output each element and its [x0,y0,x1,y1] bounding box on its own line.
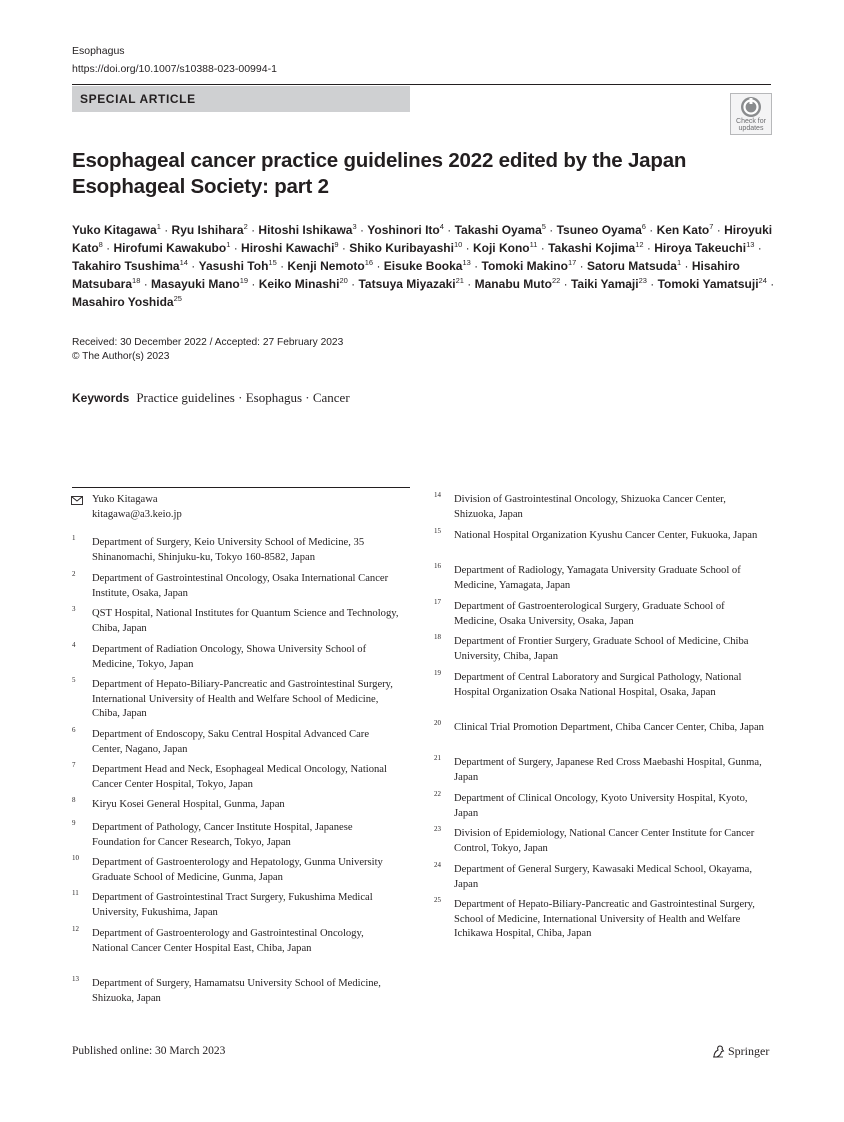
author-separator: · [248,277,259,291]
author-affiliation-number: 5 [541,222,546,231]
author[interactable] [482,259,577,273]
affiliation-text: Department of Surgery, Hamamatsu University School of Medicine, Shizuoka, Japan [92,978,381,1004]
author-affiliation-number: 22 [551,276,561,285]
author-separator: · [160,223,172,237]
author-name: Ken Kato [656,223,710,237]
author[interactable] [548,241,643,255]
affiliation-text: Department of Gastroenterology and Gastrointestinal Oncology, National Cancer Center Hospital East, Chiba, Japan [92,928,364,954]
author[interactable] [258,223,356,237]
affiliation-text: Department of Radiation Oncology, Showa University School of Medicine, Tokyo, Japan [92,644,367,670]
author-name: Takashi Kojima [548,241,636,255]
author-separator: · [356,223,368,237]
affiliation-text: QST Hospital, National Institutes for Quantum Science and Technology, Chiba, Japan [92,608,399,634]
affiliation-16 [434,562,764,593]
author-separator: · [754,241,762,255]
affiliation-text: Department of Hepato-Biliary-Pancreatic and Gastrointestinal Surgery, School of Medicine, International University of Health and Welfare Ichikawa Hospital, Chiba, Japan [454,899,755,940]
affiliation-text: Kiryu Kosei General Hospital, Gunma, Japan [92,799,285,810]
author-name: Tomoki Makino [481,259,568,273]
author-affiliation-number: 1 [676,258,682,267]
affiliation-number: 7 [72,761,76,769]
affiliation-14 [434,491,764,522]
author-affiliation-number: 11 [529,240,538,249]
affiliation-number: 8 [72,796,76,804]
author-name: Shiko Kuribayashi [349,241,454,255]
author-separator: · [373,259,384,273]
author-name: Kenji Nemoto [287,259,365,273]
author-name: Yuko Kitagawa [72,223,157,237]
affiliation-number: 19 [434,669,441,677]
author-name: Tsuneo Oyama [556,223,642,237]
author[interactable] [72,295,182,309]
affiliation-text: Department of Gastrointestinal Tract Surgery, Fukushima Medical University, Fukushima, Japan [92,892,373,918]
author-affiliation-number: 14 [179,258,188,267]
affiliation-24 [434,861,764,892]
author-affiliation-number: 1 [226,240,231,249]
affiliation-6 [72,726,402,757]
affiliation-20 [434,719,764,736]
publisher-name: Springer [728,1044,770,1058]
affiliation-number: 17 [434,598,441,606]
author-affiliation-number: 16 [364,258,374,267]
affiliation-number: 4 [72,641,76,649]
author-name: Satoru Matsuda [586,259,677,273]
affiliation-text: Department of Pathology, Cancer Institute Hospital, Japanese Foundation for Cancer Research, Tokyo, Japan [92,822,353,848]
envelope-icon [71,496,83,505]
author-separator: · [247,223,259,237]
author-affiliation-number: 13 [462,258,471,267]
author[interactable] [172,223,248,237]
author-affiliation-number: 7 [709,222,714,231]
author-name: Takahiro Tsushima [72,259,180,273]
doi-link[interactable]: https://doi.org/10.1007/s10388-023-00994-1 [72,63,277,75]
affiliation-number: 18 [434,633,441,641]
author-name: Yoshinori Ito [367,223,440,237]
author-separator: · [766,277,775,291]
affiliation-23 [434,825,764,856]
author-affiliation-number: 25 [173,294,182,303]
author-separator: · [470,259,482,273]
author-affiliation-number: 4 [439,222,444,231]
author-affiliation-number: 6 [641,222,646,231]
affiliation-number: 23 [434,825,441,833]
affiliation-7 [72,761,402,792]
correspondence-name: Yuko Kitagawa [92,494,158,505]
author-separator: · [646,277,658,291]
author-affiliation-number: 15 [268,258,277,267]
author-name: Hirofumi Kawakubo [113,241,227,255]
author-separator: · [645,223,657,237]
author-separator: · [347,277,359,291]
affiliation-number: 2 [72,570,76,578]
affiliation-number: 14 [434,491,441,499]
author[interactable] [475,277,561,291]
affiliation-text: Department of Hepato-Biliary-Pancreatic and Gastrointestinal Surgery, International University of Health and Welfare School of Medicine, Chiba, Japan [92,679,393,720]
author[interactable] [199,259,277,273]
affiliation-17 [434,598,764,629]
author[interactable] [72,259,188,273]
author-separator: · [230,241,242,255]
author-name: Taiki Yamaji [570,277,639,291]
author-name: Koji Kono [472,241,530,255]
author-name: Hiroshi Kawachi [241,241,335,255]
affiliation-2 [72,570,402,601]
affiliation-text: Department of Surgery, Japanese Red Cross Maebashi Hospital, Gunma, Japan [454,757,762,783]
author-affiliation-number: 19 [239,276,249,285]
author[interactable] [367,223,444,237]
affiliation-number: 22 [434,790,441,798]
author-name: Tomoki Yamatsuji [657,277,759,291]
affiliation-15 [434,527,764,544]
affiliation-number: 5 [72,676,76,684]
author-separator: · [560,277,571,291]
keywords-text: Practice guidelines · Esophagus · Cancer [136,390,350,405]
affiliation-text: Department Head and Neck, Esophageal Medical Oncology, National Cancer Center Hospital, Tokyo, Japan [92,764,387,790]
affiliation-text: Department of Endoscopy, Saku Central Hospital Advanced Care Center, Nagano, Japan [92,729,370,755]
springer-logo[interactable] [711,1044,769,1059]
affiliation-22 [434,790,764,821]
author-affiliation-number: 21 [455,276,464,285]
author[interactable] [349,241,462,255]
affiliation-number: 15 [434,527,441,535]
author-name: Masahiro Yoshida [72,295,174,309]
author-affiliation-number: 1 [156,222,161,231]
affiliation-text: Department of Central Laboratory and Surgical Pathology, National Hospital Organization Osaka National Hospital, Osaka, Japan [454,672,742,698]
affiliation-13 [72,975,402,1006]
author-separator: · [102,241,114,255]
author-list [72,221,777,311]
author-affiliation-number: 10 [453,240,463,249]
affiliation-number: 3 [72,605,76,613]
affiliation-number: 6 [72,726,76,734]
received-accepted-dates: Received: 30 December 2022 / Accepted: 27 February 2023 [72,337,344,348]
author-separator: · [140,277,152,291]
author-affiliation-number: 12 [635,240,644,249]
article-dates [72,336,343,364]
affiliation-number: 21 [434,754,441,762]
affiliation-4 [72,641,402,672]
author-affiliation-number: 8 [98,240,103,249]
affiliation-5 [72,676,402,722]
footnote-rule [72,487,410,488]
affiliation-1 [72,534,402,565]
author[interactable] [287,259,373,273]
springer-horse-icon [711,1045,725,1058]
affiliation-number: 11 [72,889,79,897]
author-affiliation-number: 23 [638,276,647,285]
author-separator: · [681,259,692,273]
author-name: Takashi Oyama [454,223,542,237]
author-name: Hiroya Takeuchi [654,241,747,255]
author-name: Tatsuya Miyazaki [358,277,456,291]
affiliation-number: 16 [434,562,441,570]
author[interactable] [557,223,646,237]
author-name: Keiko Minashi [258,277,340,291]
author[interactable] [473,241,537,255]
author[interactable] [358,277,464,291]
affiliation-9 [72,819,402,850]
affiliation-text: Department of Gastroenterology and Hepatology, Gunma University Graduate School of Medicine, Gunma, Japan [92,857,383,883]
author-name: Manabu Muto [474,277,552,291]
author-name: Hisahiro Matsubara [72,259,740,291]
affiliation-19 [434,669,764,700]
article-title: Esophageal cancer practice guidelines 2022 edited by the Japan Esophageal Society: part 2 [72,149,687,198]
affiliation-10 [72,854,402,885]
author-name: Masayuki Mano [151,277,240,291]
author-separator: · [643,241,655,255]
affiliation-number: 1 [72,534,76,542]
check-updates-icon [740,96,762,118]
author-affiliation-number: 9 [334,240,339,249]
author-name: Ryu Ishihara [171,223,244,237]
affiliation-text: Division of Epidemiology, National Cancer Center Institute for Cancer Control, Tokyo, Japan [454,828,755,854]
affiliation-11 [72,889,402,920]
author-separator: · [276,259,288,273]
author-separator: · [463,277,475,291]
article-type-banner: SPECIAL ARTICLE [72,86,410,112]
affiliation-text: Department of General Surgery, Kawasaki Medical School, Okayama, Japan [454,864,752,890]
author-affiliation-number: 24 [758,276,767,285]
affiliation-21 [434,754,764,785]
author-separator: · [462,241,473,255]
author-separator: · [576,259,587,273]
affiliation-18 [434,633,764,664]
affiliation-number: 12 [72,925,79,933]
author[interactable] [571,277,647,291]
affiliation-number: 24 [434,861,441,869]
author-affiliation-number: 3 [352,222,357,231]
author[interactable] [151,277,248,291]
copyright-line: © The Author(s) 2023 [72,351,170,362]
affiliation-8 [72,796,402,813]
author[interactable] [114,241,231,255]
affiliation-text: National Hospital Organization Kyushu Cancer Center, Fukuoka, Japan [454,530,758,541]
affiliation-text: Department of Frontier Surgery, Graduate School of Medicine, Chiba University, Chiba, Japan [454,636,749,662]
affiliation-number: 10 [72,854,79,862]
author-name: Yasushi Toh [198,259,269,273]
author-separator: · [187,259,199,273]
author[interactable] [72,223,161,237]
author[interactable] [654,241,754,255]
affiliation-text: Department of Clinical Oncology, Kyoto University Hospital, Kyoto, Japan [454,793,748,819]
affiliation-number: 25 [434,896,441,904]
author-separator: · [443,223,455,237]
author-separator: · [537,241,549,255]
author[interactable] [241,241,339,255]
check-updates-label-1: Check for [736,118,766,125]
affiliation-text: Department of Radiology, Yamagata University Graduate School of Medicine, Yamagata, Japan [454,565,741,591]
keywords [72,390,350,406]
affiliation-3 [72,605,402,636]
header-rule [72,84,771,85]
author-affiliation-number: 17 [567,258,577,267]
author-separator: · [713,223,725,237]
affiliation-number: 9 [72,819,76,827]
author[interactable] [657,223,714,237]
author-affiliation-number: 20 [339,276,348,285]
author[interactable] [259,277,348,291]
affiliation-12 [72,925,402,956]
author-name: Hiroyuki Kato [72,223,773,255]
keywords-label: Keywords [72,391,130,405]
affiliation-number: 20 [434,719,441,727]
author-name: Eisuke Booka [383,259,463,273]
affiliation-25 [434,896,764,942]
journal-name: Esophagus [72,45,125,57]
author[interactable] [455,223,546,237]
author-separator: · [545,223,557,237]
affiliation-text: Clinical Trial Promotion Department, Chiba Cancer Center, Chiba, Japan [454,722,764,733]
affiliation-text: Department of Surgery, Keio University School of Medicine, 35 Shinanomachi, Shinjuku-ku, Tokyo 160-8582, Japan [92,537,365,563]
author-affiliation-number: 18 [132,276,141,285]
affiliation-text: Division of Gastrointestinal Oncology, Shizuoka Cancer Center, Shizuoka, Japan [454,494,726,520]
author[interactable] [658,277,767,291]
author-affiliation-number: 13 [746,240,755,249]
author[interactable] [384,259,471,273]
affiliation-number: 13 [72,975,79,983]
check-updates-label-2: updates [738,125,764,132]
author-affiliation-number: 2 [243,222,248,231]
correspondence [92,493,402,522]
author[interactable] [587,259,681,273]
check-for-updates-button[interactable] [730,93,772,135]
author-name: Hitoshi Ishikawa [258,223,353,237]
correspondence-email[interactable]: kitagawa@a3.keio.jp [92,508,182,520]
affiliation-text: Department of Gastrointestinal Oncology, Osaka International Cancer Institute, Osaka, Japan [92,573,389,599]
published-online-date: Published online: 30 March 2023 [72,1045,226,1057]
affiliation-text: Department of Gastroenterological Surgery, Graduate School of Medicine, Osaka University, Osaka, Japan [454,601,725,627]
author-separator: · [338,241,350,255]
